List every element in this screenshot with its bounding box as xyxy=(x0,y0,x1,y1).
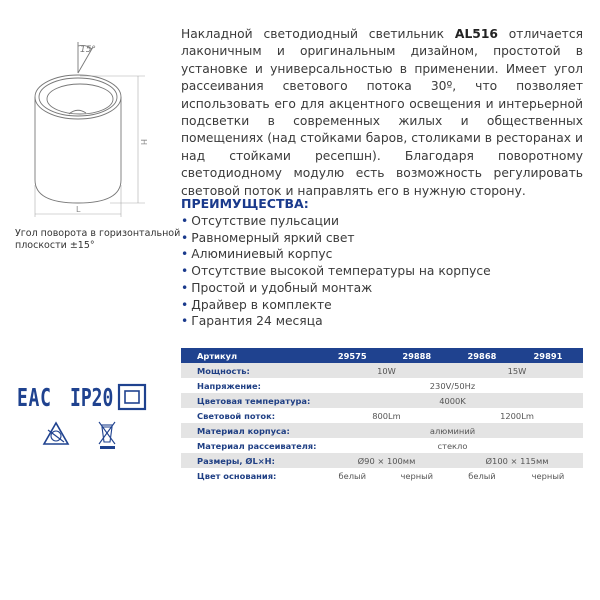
row-value: 15W xyxy=(451,363,583,378)
row-value: 4000K xyxy=(322,393,583,408)
row-value: Ø100 × 115мм xyxy=(451,453,583,468)
ip-rating: IP20 xyxy=(70,383,114,412)
angle-label: 15° xyxy=(80,45,96,55)
certification-icons xyxy=(0,380,180,480)
row-value: алюминий xyxy=(322,423,583,438)
table-header-row xyxy=(181,348,583,363)
table-row xyxy=(181,438,583,453)
luminaire-drawing xyxy=(0,0,180,220)
advantage-item: • Отсутствие пульсации xyxy=(181,213,491,230)
row-label: Мощность: xyxy=(181,363,322,378)
row-value: 10W xyxy=(322,363,451,378)
advantage-item: • Простой и удобный монтаж xyxy=(181,280,491,297)
height-label: H xyxy=(139,139,148,146)
row-value: 1200Lm xyxy=(500,410,534,421)
header-label: Артикул xyxy=(181,348,322,363)
table-row xyxy=(181,468,583,483)
model-name: AL516 xyxy=(454,27,498,41)
row-label: Цвет основания: xyxy=(197,470,277,481)
advantages-title: ПРЕИМУЩЕСТВА: xyxy=(181,196,309,211)
row-label: Материал рассеивателя: xyxy=(197,440,317,451)
article-cell: 29888 xyxy=(383,348,451,363)
row-label: Цветовая температура: xyxy=(181,393,322,408)
row-value: стекло xyxy=(437,440,468,451)
description-text: отличается лаконичным и оригинальным дизайном, простотой в установке и универсальностью в применении. Имеет угол рассеивания светового потока 30º, что позволяет использовать его для акцентного освещения и интерьерной подсветки в современных жилых и общественных помещениях (над стойками баров, столиками в ресторанах и над стойками ресепшн). Благодаря поворотному светодиодному модулю есть возможность регулировать световой поток и направлять его в нужную сторону. xyxy=(181,27,583,198)
row-value: черный xyxy=(531,470,565,481)
row-label: Размеры, ØL×H: xyxy=(181,453,322,468)
description-intro: Накладной светодиодный светильник xyxy=(181,27,455,41)
table-row xyxy=(181,423,583,438)
advantage-item: • Гарантия 24 месяца xyxy=(181,313,491,330)
table-row xyxy=(181,408,583,423)
furniture-mount-triangle-icon xyxy=(44,423,68,444)
product-description xyxy=(181,26,583,200)
row-value: Ø90 × 100мм xyxy=(322,453,451,468)
advantage-item: • Алюминиевый корпус xyxy=(181,246,491,263)
row-value: 230V/50Hz xyxy=(429,380,476,391)
row-value: белый xyxy=(468,470,496,481)
table-row xyxy=(181,393,583,408)
row-label: Материал корпуса: xyxy=(181,423,322,438)
double-insulation-icon xyxy=(119,385,145,409)
advantage-item: • Равномерный яркий свет xyxy=(181,230,491,247)
row-label: Световой поток: xyxy=(197,410,276,421)
advantage-item: • Отсутствие высокой температуры на корпусе xyxy=(181,263,491,280)
weee-crossed-bin-icon xyxy=(99,422,115,449)
row-value: 800Lm xyxy=(372,410,401,421)
table-row xyxy=(181,363,583,378)
article-cell: 29575 xyxy=(322,348,383,363)
inner-rim xyxy=(47,84,113,114)
length-label: L xyxy=(76,205,81,214)
caption-line-2: плоскости ±15° xyxy=(15,240,95,251)
row-label: Напряжение: xyxy=(197,380,261,391)
outer-rim xyxy=(35,75,121,119)
body-bottom xyxy=(35,180,121,203)
article-cell: 29868 xyxy=(451,348,513,363)
spec-table xyxy=(181,348,583,483)
table-row xyxy=(181,378,583,393)
row-value: черный xyxy=(400,470,434,481)
eac-mark: ЕАС xyxy=(17,383,52,412)
rotation-caption xyxy=(15,228,185,252)
advantage-item: • Драйвер в комплекте xyxy=(181,297,491,314)
row-value: белый xyxy=(338,470,366,481)
table-row xyxy=(181,453,583,468)
article-cell: 29891 xyxy=(513,348,583,363)
caption-line-1: Угол поворота в горизонтальной xyxy=(15,228,181,239)
advantages-list xyxy=(181,213,491,330)
